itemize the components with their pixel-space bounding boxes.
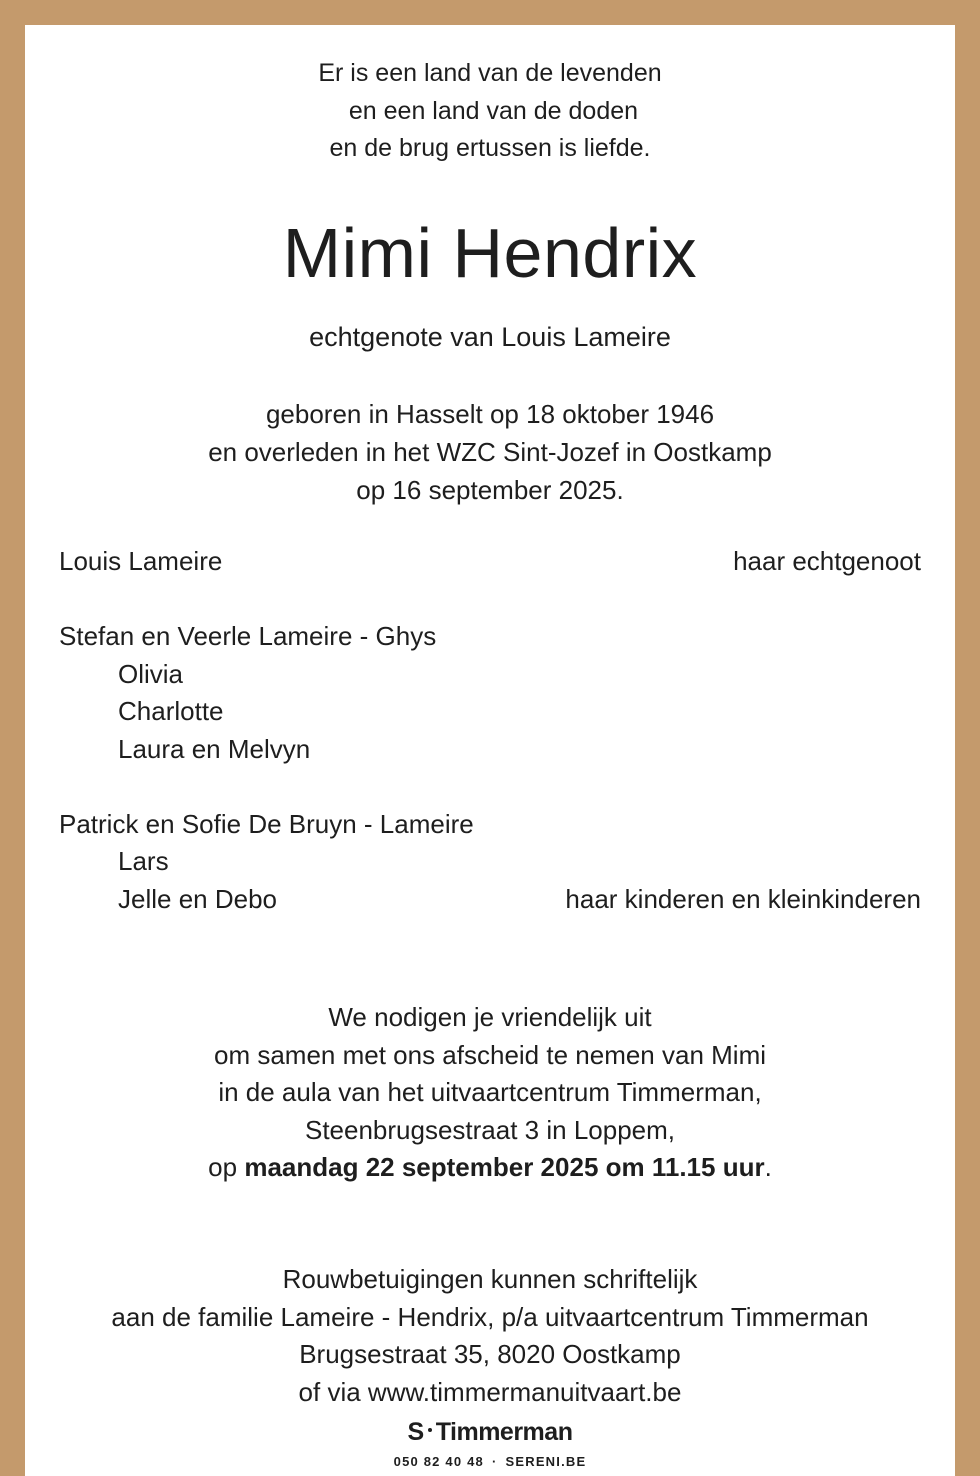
funeral-invitation bbox=[25, 999, 955, 1187]
death-notice-card bbox=[25, 25, 955, 1476]
invitation-line: Steenbrugsestraat 3 in Loppem, bbox=[304, 1114, 676, 1145]
family-relation: haar kinderen en kleinkinderen bbox=[565, 883, 921, 914]
family-row bbox=[59, 656, 921, 694]
logo-initial: S bbox=[407, 1418, 424, 1446]
family-row bbox=[59, 618, 921, 656]
spouse-line: echtgenote van Louis Lameire bbox=[309, 322, 671, 352]
condolences-line: Brugsestraat 35, 8020 Oostkamp bbox=[299, 1339, 681, 1369]
family-member: Stefan en Veerle Lameire - Ghys bbox=[59, 621, 437, 651]
birth-death-info bbox=[25, 395, 955, 509]
grandchild: Lars bbox=[118, 846, 169, 876]
condolences-info bbox=[25, 1261, 955, 1411]
website: SERENI.BE bbox=[505, 1454, 587, 1469]
deceased-name: Mimi Hendrix bbox=[282, 214, 698, 292]
date-prefix: op bbox=[208, 1152, 245, 1182]
family-row bbox=[59, 881, 921, 919]
footer-contact bbox=[25, 1453, 955, 1471]
logo-name: Timmerman bbox=[435, 1418, 573, 1446]
poem-line: Er is een land van de levenden bbox=[318, 59, 662, 87]
invitation-line: om samen met ons afscheid te nemen van Mimi bbox=[213, 1039, 767, 1070]
poem-line: en een land van de doden bbox=[341, 96, 639, 125]
invitation-line: We nodigen je vriendelijk uit bbox=[328, 1002, 652, 1032]
family-row bbox=[59, 693, 921, 731]
condolences-line: aan de familie Lameire - Hendrix, p/a uitvaartcentrum Timmerman bbox=[111, 1301, 869, 1332]
phone-number: 050 82 40 48 bbox=[393, 1454, 484, 1469]
funeral-date-line bbox=[25, 1149, 955, 1187]
date-suffix: . bbox=[764, 1152, 772, 1182]
family-member: Patrick en Sofie De Bruyn - Lameire bbox=[59, 808, 474, 839]
family-list bbox=[59, 543, 921, 918]
birth-death-line: geboren in Hasselt op 18 oktober 1946 bbox=[265, 399, 715, 429]
birth-death-line: op 16 september 2025. bbox=[356, 475, 624, 505]
family-row bbox=[59, 806, 921, 844]
funeral-date: maandag 22 september 2025 om 11.15 uur bbox=[244, 1152, 765, 1182]
grandchild: Olivia bbox=[118, 658, 184, 689]
family-relation: haar echtgenoot bbox=[733, 546, 921, 576]
condolences-line: Rouwbetuigingen kunnen schriftelijk bbox=[282, 1264, 698, 1294]
grandchild: Jelle en Debo bbox=[118, 883, 277, 914]
footer-separator: · bbox=[491, 1454, 498, 1469]
family-row-spouse bbox=[59, 543, 921, 581]
invitation-line: in de aula van het uitvaartcentrum Timmerman, bbox=[218, 1077, 762, 1107]
condolences-line: of via www.timmermanuitvaart.be bbox=[298, 1376, 682, 1407]
poem bbox=[25, 55, 955, 168]
grandchild: Laura en Melvyn bbox=[118, 733, 311, 764]
birth-death-line: en overleden in het WZC Sint-Jozef in Oostkamp bbox=[208, 437, 772, 467]
family-row bbox=[59, 731, 921, 769]
poem-line: en de brug ertussen is liefde. bbox=[329, 134, 651, 162]
family-member: Louis Lameire bbox=[59, 546, 223, 576]
funeral-home-logo bbox=[25, 1415, 955, 1449]
logo-dot-icon bbox=[428, 1428, 432, 1432]
family-row bbox=[59, 843, 921, 881]
grandchild: Charlotte bbox=[118, 696, 224, 726]
